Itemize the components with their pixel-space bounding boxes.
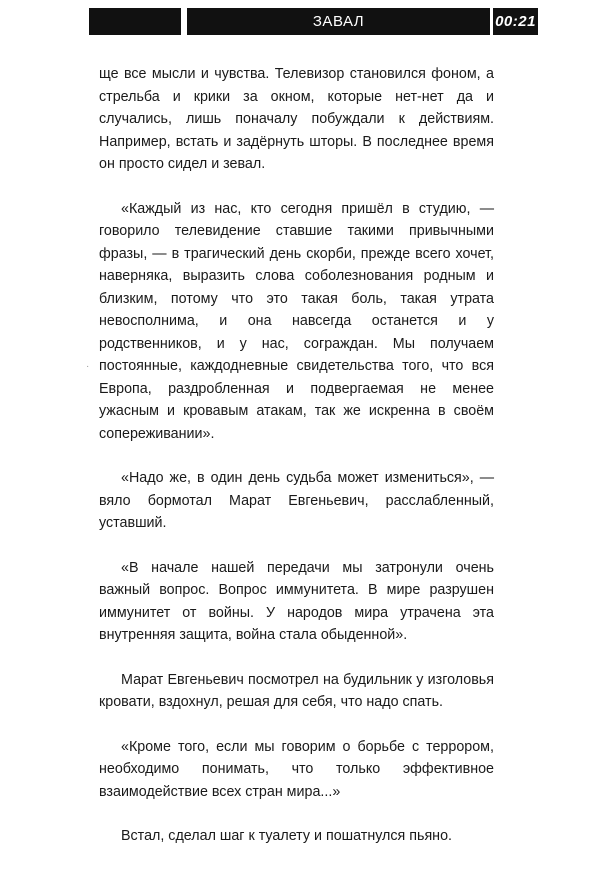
header-time-bar (493, 8, 538, 35)
header-left-block (89, 8, 181, 35)
paragraph-1: ще все мысли и чувства. Телевизор становился фоном, а стрельба и крики за окном, которые нет-нет да и случались, лишь поначалу побуждали к действиям. Например, встать и задёрнуть шторы. В последнее время он просто сидел и зевал. (99, 66, 494, 172)
paragraph-7: Встал, сделал шаг к туалету и пошатнулся пьяно. (121, 828, 453, 844)
paragraph-4: «В начале нашей передачи мы затронули очень важный вопрос. Вопрос иммунитета. В мире разрушен иммунитет от войны. У народов мира утрачена эта внутренняя защита, война стала обыденной». (99, 559, 494, 643)
time-label: 00:21 (495, 13, 536, 30)
paragraph-2: «Каждый из нас, кто сегодня пришёл в студию, — говорило телевидение ставшие такими привычными фразы, — в трагический день скорби, прежде всего хочет, наверняка, выразить слова соболезнования родным и близким, потому что это такая боль, такая утрата невосполнима, и она навсегда останется и у родственников, и у нас, сограждан. Мы получаем постоянные, каждодневные свидетельства того, что вся Европа, раздробленная и подвергаемая не менее ужасным и кровавым атакам, так же искренна в своём сопереживании». (99, 200, 494, 442)
header-title-bar (187, 8, 490, 35)
chapter-title: ЗАВАЛ (312, 13, 365, 30)
page-body (99, 63, 494, 870)
paragraph-3: «Надо же, в один день судьба может измениться», — вяло бормотал Марат Евгеньевич, расслабленный, уставший. (99, 470, 494, 531)
page-header (0, 0, 600, 40)
paragraph-5: Марат Евгеньевич посмотрел на будильник у изголовья кровати, вздохнул, решая для себя, что надо спать. (99, 671, 494, 710)
paragraph-6: «Кроме того, если мы говорим о борьбе с террором, необходимо понимать, что только эффективное взаимодействие всех стран мира...» (99, 738, 494, 800)
margin-dot: · (86, 361, 90, 372)
